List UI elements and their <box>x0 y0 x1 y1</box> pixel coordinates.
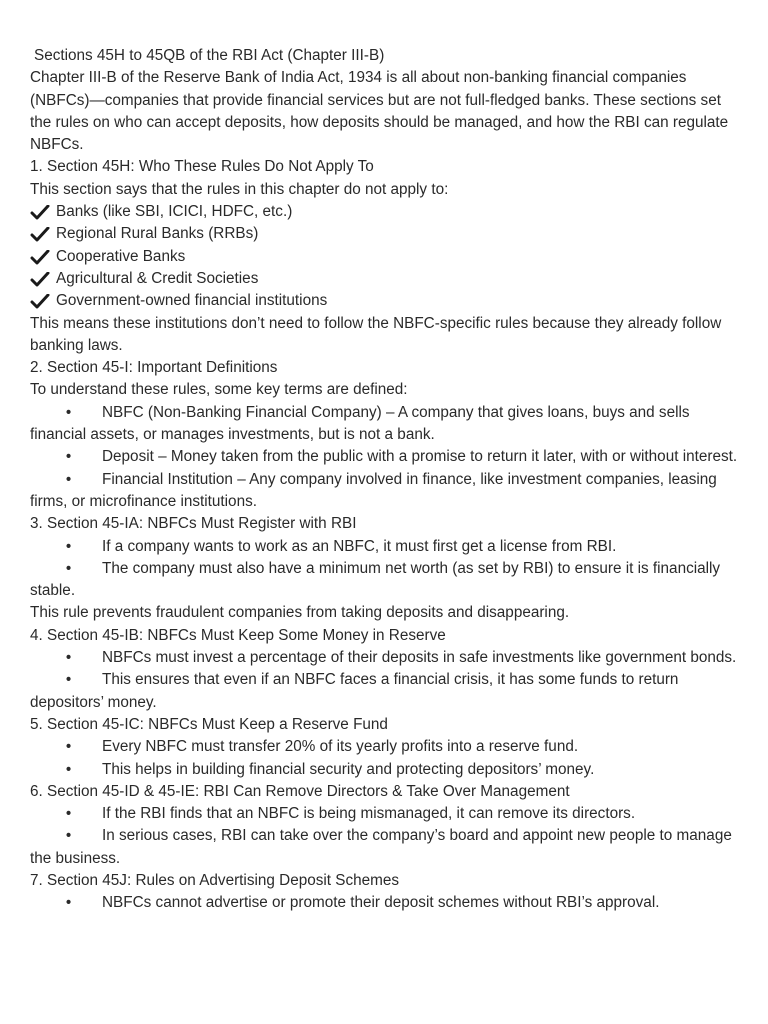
list-item-text: NBFC (Non-Banking Financial Company) – A company that gives loans, buys and sells financial assets, or manages investments, but is not a bank. <box>30 403 690 444</box>
check-item-label: Banks (like SBI, ICICI, HDFC, etc.) <box>56 203 293 221</box>
list-item-text: This helps in building financial security and protecting depositors’ money. <box>102 760 595 778</box>
bullet-icon: • <box>65 649 72 667</box>
list-item <box>30 736 742 758</box>
list-item-text: Financial Institution – Any company involved in finance, like investment companies, leasing firms, or microfinance institutions. <box>30 470 717 510</box>
list-item <box>30 558 742 603</box>
section-1-heading: 1. Section 45H: Who These Rules Do Not Apply To <box>30 158 374 176</box>
list-item-text: The company must also have a minimum net worth (as set by RBI) to ensure it is financially stable. <box>30 559 721 600</box>
bullet-icon: • <box>65 559 72 577</box>
section-1-note: This means these institutions don’t need to follow the NBFC-specific rules because they already follow banking laws. <box>30 314 722 354</box>
section-4-heading: 4. Section 45-IB: NBFCs Must Keep Some Money in Reserve <box>30 626 446 644</box>
list-item <box>30 536 742 558</box>
bullet-icon: • <box>65 894 72 912</box>
bullet-icon: • <box>65 671 72 689</box>
section-6-heading: 6. Section 45-ID & 45-IE: RBI Can Remove Directors & Take Over Management <box>30 782 570 800</box>
section-7-heading: 7. Section 45J: Rules on Advertising Deposit Schemes <box>30 871 400 889</box>
check-item-label: Cooperative Banks <box>56 247 186 265</box>
intro-paragraph: Chapter III-B of the Reserve Bank of India Act, 1934 is all about non-banking financial companies (NBFCs)—companies that provide financial services but are not full-fledged banks. These sections set the rules on who can accept deposits, how deposits should be managed, and how the RBI can regulate NBFCs. <box>30 69 729 154</box>
bullet-icon: • <box>65 760 72 778</box>
bullet-icon: • <box>65 537 72 555</box>
section-2-heading: 2. Section 45-I: Important Definitions <box>30 359 278 377</box>
section-5-heading: 5. Section 45-IC: NBFCs Must Keep a Reserve Fund <box>30 715 388 733</box>
check-item <box>30 201 742 223</box>
check-icon <box>30 246 50 265</box>
list-item <box>30 647 742 669</box>
section-2-lead: To understand these rules, some key terms are defined: <box>30 381 408 399</box>
list-item <box>30 892 742 914</box>
list-item-text: Deposit – Money taken from the public with a promise to return it later, with or without interest. <box>102 448 738 466</box>
list-item-text: NBFCs cannot advertise or promote their deposit schemes without RBI’s approval. <box>102 894 660 912</box>
list-item <box>30 469 742 514</box>
check-icon <box>30 201 50 220</box>
list-item <box>30 825 742 870</box>
list-item-text: Every NBFC must transfer 20% of its yearly profits into a reserve fund. <box>102 738 579 756</box>
bullet-icon: • <box>65 738 72 756</box>
document-body <box>30 45 742 915</box>
document-title: Sections 45H to 45QB of the RBI Act (Chapter III-B) <box>34 47 385 64</box>
check-icon <box>30 290 50 309</box>
list-item-text: If a company wants to work as an NBFC, it must first get a license from RBI. <box>102 537 617 555</box>
check-item <box>30 246 742 268</box>
bullet-icon: • <box>65 448 72 466</box>
check-icon <box>30 223 50 242</box>
list-item <box>30 803 742 825</box>
section-3-note: This rule prevents fraudulent companies from taking deposits and disappearing. <box>30 604 570 622</box>
check-item <box>30 223 742 245</box>
list-item <box>30 669 742 714</box>
list-item-text: This ensures that even if an NBFC faces a financial crisis, it has some funds to return depositors’ money. <box>30 671 679 711</box>
check-item-label: Government-owned financial institutions <box>56 292 328 310</box>
section-3-heading: 3. Section 45-IA: NBFCs Must Register with RBI <box>30 515 357 533</box>
bullet-icon: • <box>65 805 72 823</box>
list-item-text: If the RBI finds that an NBFC is being mismanaged, it can remove its directors. <box>102 805 636 823</box>
bullet-icon: • <box>65 827 72 845</box>
list-item <box>30 402 742 447</box>
list-item <box>30 446 742 468</box>
list-item <box>30 759 742 781</box>
check-item-label: Agricultural & Credit Societies <box>56 269 259 287</box>
list-item-text: In serious cases, RBI can take over the company’s board and appoint new people to manage the business. <box>30 827 732 867</box>
check-item <box>30 290 742 312</box>
check-item-label: Regional Rural Banks (RRBs) <box>56 225 259 243</box>
check-icon <box>30 268 50 287</box>
section-1-lead: This section says that the rules in this chapter do not apply to: <box>30 180 449 198</box>
bullet-icon: • <box>65 470 72 488</box>
bullet-icon: • <box>65 403 72 421</box>
check-item <box>30 268 742 290</box>
list-item-text: NBFCs must invest a percentage of their deposits in safe investments like government bonds. <box>102 649 737 667</box>
